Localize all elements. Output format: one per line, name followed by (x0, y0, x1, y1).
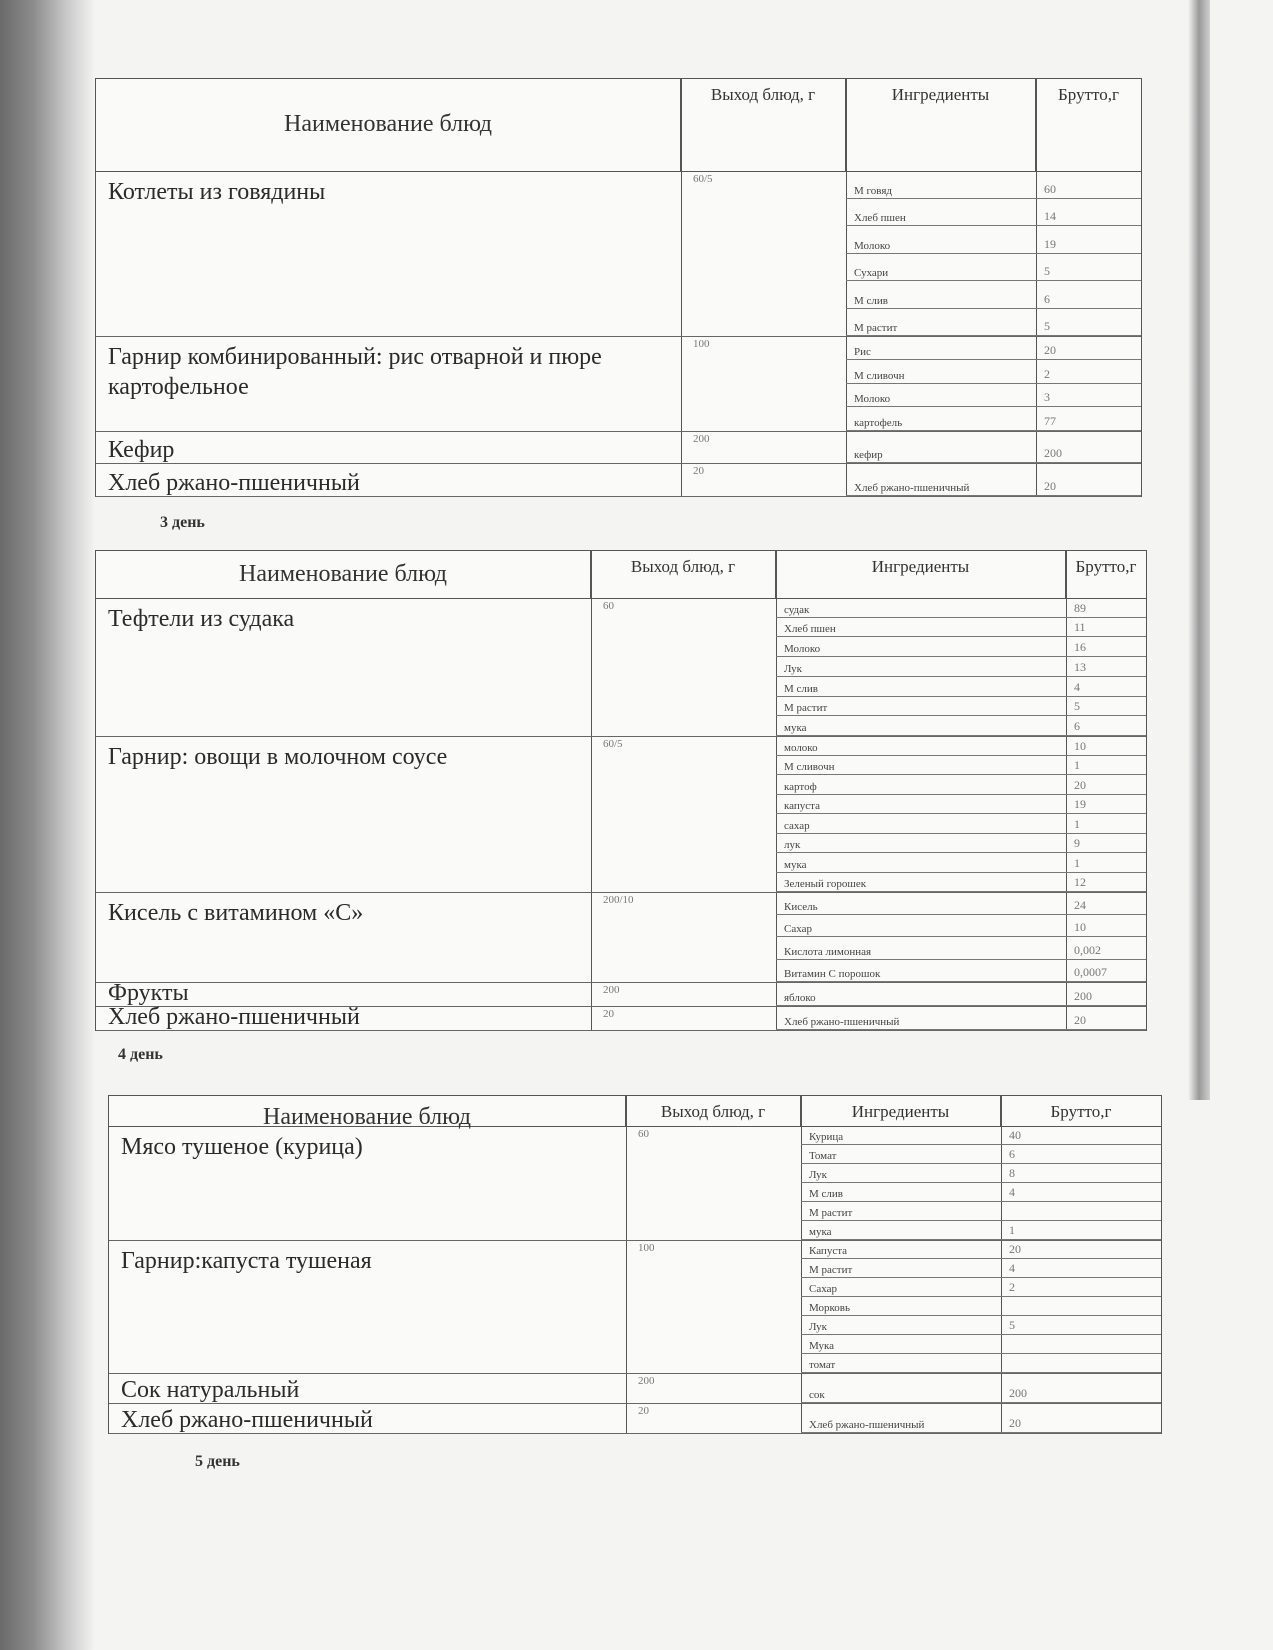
ingredient-row (801, 1202, 1161, 1221)
ingredient-row (846, 463, 1141, 496)
ingredient-name: М сливочн (784, 761, 835, 773)
ingredient-row (776, 716, 1146, 736)
dish-name: Фрукты (108, 980, 189, 1006)
dish-yield: 60 (603, 600, 614, 612)
ingredient-brutto: 5 (1009, 1318, 1015, 1332)
table-header (96, 79, 1141, 172)
ingredient-brutto: 4 (1009, 1261, 1015, 1275)
ingredient-name: капуста (784, 800, 821, 812)
ingredient-row (801, 1373, 1161, 1403)
ingredient-row (846, 336, 1141, 360)
dish-block (96, 171, 1141, 337)
ingredient-brutto: 3 (1044, 390, 1050, 405)
ingredient-row (776, 756, 1146, 776)
ingredient-row (846, 384, 1141, 408)
day-label: 5 день (195, 1453, 240, 1470)
dish-name: Тефтели из судака (108, 606, 295, 632)
ingredient-row (801, 1278, 1161, 1297)
ingredient-brutto: 9 (1074, 836, 1080, 850)
header-brutto: Брутто,г (1075, 557, 1137, 576)
ingredient-row (776, 814, 1146, 834)
ingredient-name: Зеленый горошек (784, 878, 867, 890)
ingredient-row (801, 1403, 1161, 1433)
ingredient-brutto: 20 (1044, 479, 1056, 493)
ingredient-name: М растит (784, 702, 828, 715)
ingredient-row (776, 657, 1146, 677)
ingredient-row (846, 407, 1141, 431)
day-label: 4 день (118, 1046, 163, 1063)
ingredient-brutto: 20 (1074, 1013, 1086, 1027)
ingredient-row (846, 254, 1141, 282)
ingredient-name: Курица (809, 1131, 844, 1143)
table-header (96, 551, 1146, 599)
ingredient-row (801, 1297, 1161, 1316)
ingredient-brutto: 6 (1044, 291, 1050, 306)
ingredient-name: Молоко (784, 643, 821, 656)
ingredient-brutto: 89 (1074, 600, 1086, 615)
ingredient-name: М сливочн (854, 369, 905, 382)
ingredient-row (801, 1126, 1161, 1145)
ingredient-brutto: 6 (1074, 718, 1080, 733)
ingredient-brutto: 19 (1074, 797, 1086, 811)
ingredient-row (776, 736, 1146, 756)
dish-block (96, 598, 1146, 737)
ingredient-brutto: 0,002 (1074, 942, 1101, 957)
menu-table (95, 550, 1147, 1031)
dish-name: Котлеты из говядины (108, 179, 326, 205)
ingredient-name: Рис (854, 345, 871, 358)
ingredient-brutto: 20 (1044, 342, 1056, 357)
dish-block (96, 1006, 1146, 1031)
menu-table (108, 1095, 1162, 1434)
dish-yield: 100 (638, 1242, 655, 1254)
ingredient-name: Кисель (784, 900, 818, 913)
ingredient-brutto: 8 (1009, 1166, 1015, 1180)
ingredient-name: Сахар (809, 1283, 837, 1295)
header-ingredients: Ингредиенты (801, 1096, 1001, 1126)
ingredient-brutto: 200 (1009, 1386, 1027, 1400)
dish-yield: 20 (693, 465, 704, 477)
ingredient-brutto: 10 (1074, 738, 1086, 753)
ingredient-row (776, 618, 1146, 638)
ingredient-name: томат (809, 1359, 836, 1371)
ingredient-brutto: 6 (1009, 1147, 1015, 1161)
ingredient-row (776, 697, 1146, 717)
ingredient-brutto: 12 (1074, 875, 1086, 889)
dish-yield: 60/5 (603, 738, 623, 750)
ingredient-brutto: 5 (1044, 264, 1050, 278)
dish-name: Гарнир: овощи в молочном соусе (108, 744, 448, 770)
ingredient-name: Молоко (854, 393, 891, 406)
ingredient-row (846, 199, 1141, 227)
dish-yield: 200 (638, 1375, 655, 1387)
ingredient-row (801, 1240, 1161, 1259)
ingredient-row (846, 226, 1141, 254)
ingredient-name: Хлеб ржано-пшеничный (809, 1419, 925, 1431)
ingredient-name: Мука (809, 1340, 835, 1352)
ingredient-name: сок (809, 1389, 825, 1401)
ingredient-row (776, 1006, 1146, 1030)
ingredient-row (776, 892, 1146, 915)
ingredient-brutto: 1 (1009, 1223, 1015, 1237)
dish-name: Хлеб ржано-пшеничный (121, 1407, 373, 1433)
ingredient-name: мука (809, 1226, 832, 1238)
ingredient-name: молоко (784, 741, 818, 754)
ingredient-name: М растит (854, 322, 898, 334)
scan-shadow-right (1188, 0, 1210, 1100)
ingredient-name: яблоко (784, 992, 816, 1004)
dish-block (109, 1403, 1161, 1434)
ingredient-row (776, 637, 1146, 657)
ingredient-row (801, 1335, 1161, 1354)
header-brutto: Брутто,г (1050, 1102, 1112, 1121)
ingredient-name: Хлеб пшен (784, 623, 836, 636)
ingredient-row (776, 834, 1146, 854)
ingredient-brutto: 2 (1044, 366, 1050, 381)
ingredient-brutto: 5 (1074, 699, 1080, 714)
ingredient-brutto: 4 (1074, 679, 1080, 694)
dish-name: Кисель с витамином «С» (108, 900, 364, 926)
ingredient-name: М слив (809, 1188, 843, 1200)
ingredient-brutto: 40 (1009, 1128, 1021, 1142)
ingredient-row (776, 598, 1146, 618)
dish-block (109, 1126, 1161, 1241)
ingredient-name: лук (784, 839, 801, 851)
dish-yield: 20 (638, 1405, 649, 1417)
header-yield: Выход блюд, г (591, 551, 776, 598)
header-ingredients: Ингредиенты (846, 79, 1036, 171)
dish-name: Гарнир:капуста тушеная (121, 1248, 372, 1274)
ingredient-name: Лук (809, 1169, 828, 1181)
ingredient-name: Витамин С порошок (784, 968, 881, 980)
ingredient-brutto: 10 (1074, 920, 1086, 934)
header-yield: Выход блюд, г (681, 79, 846, 171)
ingredient-name: кефир (854, 449, 883, 461)
ingredient-name: Капуста (809, 1245, 848, 1257)
ingredient-name: Хлеб ржано-пшеничный (784, 1016, 900, 1028)
ingredient-name: Молоко (854, 239, 891, 252)
ingredient-row (846, 360, 1141, 384)
dish-block (96, 431, 1141, 464)
ingredient-name: Кислота лимонная (784, 945, 872, 958)
ingredient-name: Сухари (854, 267, 889, 279)
ingredient-row (776, 795, 1146, 815)
ingredient-row (776, 937, 1146, 960)
ingredient-name: М растит (809, 1207, 853, 1219)
ingredient-row (776, 960, 1146, 983)
ingredient-name: мука (784, 858, 807, 871)
ingredient-row (776, 853, 1146, 873)
ingredient-brutto: 5 (1044, 319, 1050, 333)
ingredient-name: Томат (809, 1150, 837, 1162)
ingredient-row (846, 281, 1141, 309)
header-yield: Выход блюд, г (626, 1096, 801, 1126)
dish-block (109, 1373, 1161, 1404)
dish-yield: 60/5 (693, 173, 713, 185)
dish-yield: 200 (603, 984, 620, 996)
ingredient-row (776, 775, 1146, 795)
ingredient-row (776, 915, 1146, 938)
dish-block (96, 892, 1146, 983)
ingredient-row (776, 873, 1146, 893)
ingredient-row (801, 1145, 1161, 1164)
dish-name: Гарнир комбинированный: рис отварной и пюре картофельное (108, 344, 602, 400)
ingredient-name: Сахар (784, 923, 812, 935)
ingredient-row (776, 677, 1146, 697)
ingredient-brutto: 200 (1074, 989, 1092, 1003)
dish-block (96, 336, 1141, 432)
ingredient-name: Лук (809, 1321, 828, 1333)
dish-block (96, 736, 1146, 893)
day-label: 3 день (160, 514, 205, 531)
dish-yield: 200 (693, 433, 710, 445)
dish-name: Мясо тушеное (курица) (121, 1134, 363, 1160)
ingredient-name: мука (784, 721, 807, 734)
dish-yield: 60 (638, 1128, 649, 1140)
header-name: Наименование блюд (109, 1096, 626, 1126)
ingredient-brutto: 14 (1044, 209, 1056, 223)
ingredient-brutto: 0,0007 (1074, 965, 1107, 979)
header-name: Наименование блюд (96, 551, 591, 598)
dish-block (109, 1240, 1161, 1374)
ingredient-brutto: 20 (1074, 777, 1086, 792)
ingredient-brutto: 1 (1074, 758, 1080, 772)
ingredient-name: Морковь (809, 1302, 851, 1314)
menu-table (95, 78, 1142, 497)
ingredient-brutto: 4 (1009, 1185, 1015, 1199)
ingredient-name: Хлеб пшен (854, 212, 906, 224)
ingredient-name: Хлеб ржано-пшеничный (854, 482, 970, 494)
ingredient-row (801, 1316, 1161, 1335)
ingredient-name: картофель (854, 417, 903, 429)
dish-yield: 20 (603, 1008, 614, 1020)
ingredient-row (846, 309, 1141, 337)
ingredient-name: сахар (784, 819, 810, 832)
ingredient-brutto: 11 (1074, 620, 1086, 635)
ingredient-brutto: 1 (1074, 816, 1080, 831)
ingredient-row (776, 982, 1146, 1006)
dish-name: Хлеб ржано-пшеничный (108, 470, 360, 496)
dish-yield: 100 (693, 338, 710, 350)
ingredient-row (801, 1221, 1161, 1240)
dish-name: Хлеб ржано-пшеничный (108, 1004, 360, 1030)
ingredient-brutto: 2 (1009, 1280, 1015, 1294)
dish-name: Кефир (108, 437, 175, 463)
ingredient-row (801, 1183, 1161, 1202)
ingredient-name: судак (784, 603, 810, 616)
ingredient-row (801, 1259, 1161, 1278)
ingredient-brutto: 60 (1044, 181, 1056, 196)
table-header (109, 1096, 1161, 1130)
ingredient-name: М говяд (854, 184, 892, 197)
ingredient-row (846, 171, 1141, 199)
ingredient-name: Лук (784, 662, 803, 675)
ingredient-brutto: 20 (1009, 1242, 1021, 1256)
ingredient-brutto: 13 (1074, 659, 1086, 674)
ingredient-brutto: 19 (1044, 236, 1056, 251)
ingredient-name: М слив (854, 294, 888, 307)
scan-shadow-left (0, 0, 95, 1650)
ingredient-row (801, 1354, 1161, 1373)
dish-yield: 200/10 (603, 894, 634, 906)
ingredient-brutto: 1 (1074, 855, 1080, 870)
ingredient-name: картоф (784, 780, 817, 793)
ingredient-row (846, 431, 1141, 463)
ingredient-row (801, 1164, 1161, 1183)
ingredient-brutto: 24 (1074, 897, 1086, 912)
dish-name: Сок натуральный (121, 1377, 300, 1403)
ingredient-brutto: 16 (1074, 640, 1086, 655)
ingredient-brutto: 20 (1009, 1416, 1021, 1430)
header-brutto: Брутто,г (1058, 85, 1119, 104)
header-name: Наименование блюд (96, 79, 681, 171)
dish-block (96, 463, 1141, 497)
header-ingredients: Ингредиенты (776, 551, 1066, 598)
ingredient-name: М слив (784, 682, 818, 695)
ingredient-brutto: 200 (1044, 446, 1062, 460)
ingredient-name: М растит (809, 1264, 853, 1276)
ingredient-brutto: 77 (1044, 414, 1056, 428)
